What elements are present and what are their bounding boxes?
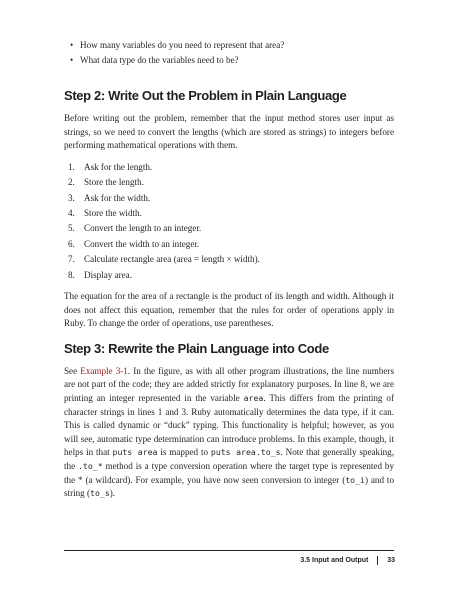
step2-outro: The equation for the area of a rectangle is the product of its length and width. Although it does not affect this equation, remember that the rules for order of operations apply in Ruby. To change the order of operations, use parentheses. [64, 291, 394, 329]
step3-heading: Step 3: Rewrite the Plain Language into Code [64, 340, 329, 356]
example-link[interactable]: Example 3-1 [80, 365, 128, 376]
page-footer [300, 556, 395, 565]
step2-heading: Step 2: Write Out the Problem in Plain Language [64, 88, 347, 103]
footer-separator [377, 556, 378, 565]
list-item: 6. Convert the width to an integer. [68, 238, 200, 249]
question-list [64, 38, 394, 68]
code-puts-area: puts area [112, 447, 158, 458]
footer-section-title: 3.5 Input and Output [300, 557, 369, 564]
list-item: 2. Store the length. [68, 177, 144, 188]
code-area: area [243, 393, 264, 403]
footer-divider [64, 550, 394, 551]
step2-intro: Before writing out the problem, remember that the input method stores user input as strings, so we need to convert the lengths (which are stored as strings) to integers before performing mathematical operations with them. [64, 113, 394, 151]
bullet-icon: • [70, 55, 74, 65]
list-item: • What data type do the variables need to be? [64, 53, 394, 68]
code-puts-area-to-s: puts area.to_s [210, 447, 281, 458]
list-item: 8. Display area. [68, 269, 132, 280]
page-number: 33 [387, 557, 395, 564]
code-to-i: to_i [345, 474, 365, 485]
list-item: 3. Ask for the width. [68, 192, 151, 203]
page-body [64, 38, 394, 501]
list-item: • How many variables do you need to represent that area? [64, 38, 394, 53]
code-to-star: .to_* [78, 460, 103, 471]
bullet-icon: • [70, 40, 74, 50]
list-item: 7. Calculate rectangle area (area = length × width). [68, 254, 260, 265]
code-to-s: to_s [90, 488, 110, 499]
list-item: 1. Ask for the length. [68, 161, 153, 172]
step3-paragraph: See Example 3-1. In the figure, as with all other program illustrations, the line numbers are not part of the code; they are added strictly for explanatory purposes. In line 8, we are printing an integer represented in the variable area. This differs from the printing of character strings in lines 1 and 3. Ruby automatically determines the data type, if it can. This is called dynamic or “duck” typing. This functionality is helpful; however, as you will see, automatic type determination can introduce problems. In this example, though, it helps in that puts area is mapped to puts area.to_s. Note that generally speaking, the .to_* method is a type conversion operation where the target type is represented by the * (a wildcard). For example, you have now seen conversion to integer (to_i) and to string (to_s). [64, 365, 395, 499]
step-list [64, 160, 394, 283]
list-item: 5. Convert the length to an integer. [68, 223, 202, 234]
list-item: 4. Store the width. [68, 208, 142, 218]
